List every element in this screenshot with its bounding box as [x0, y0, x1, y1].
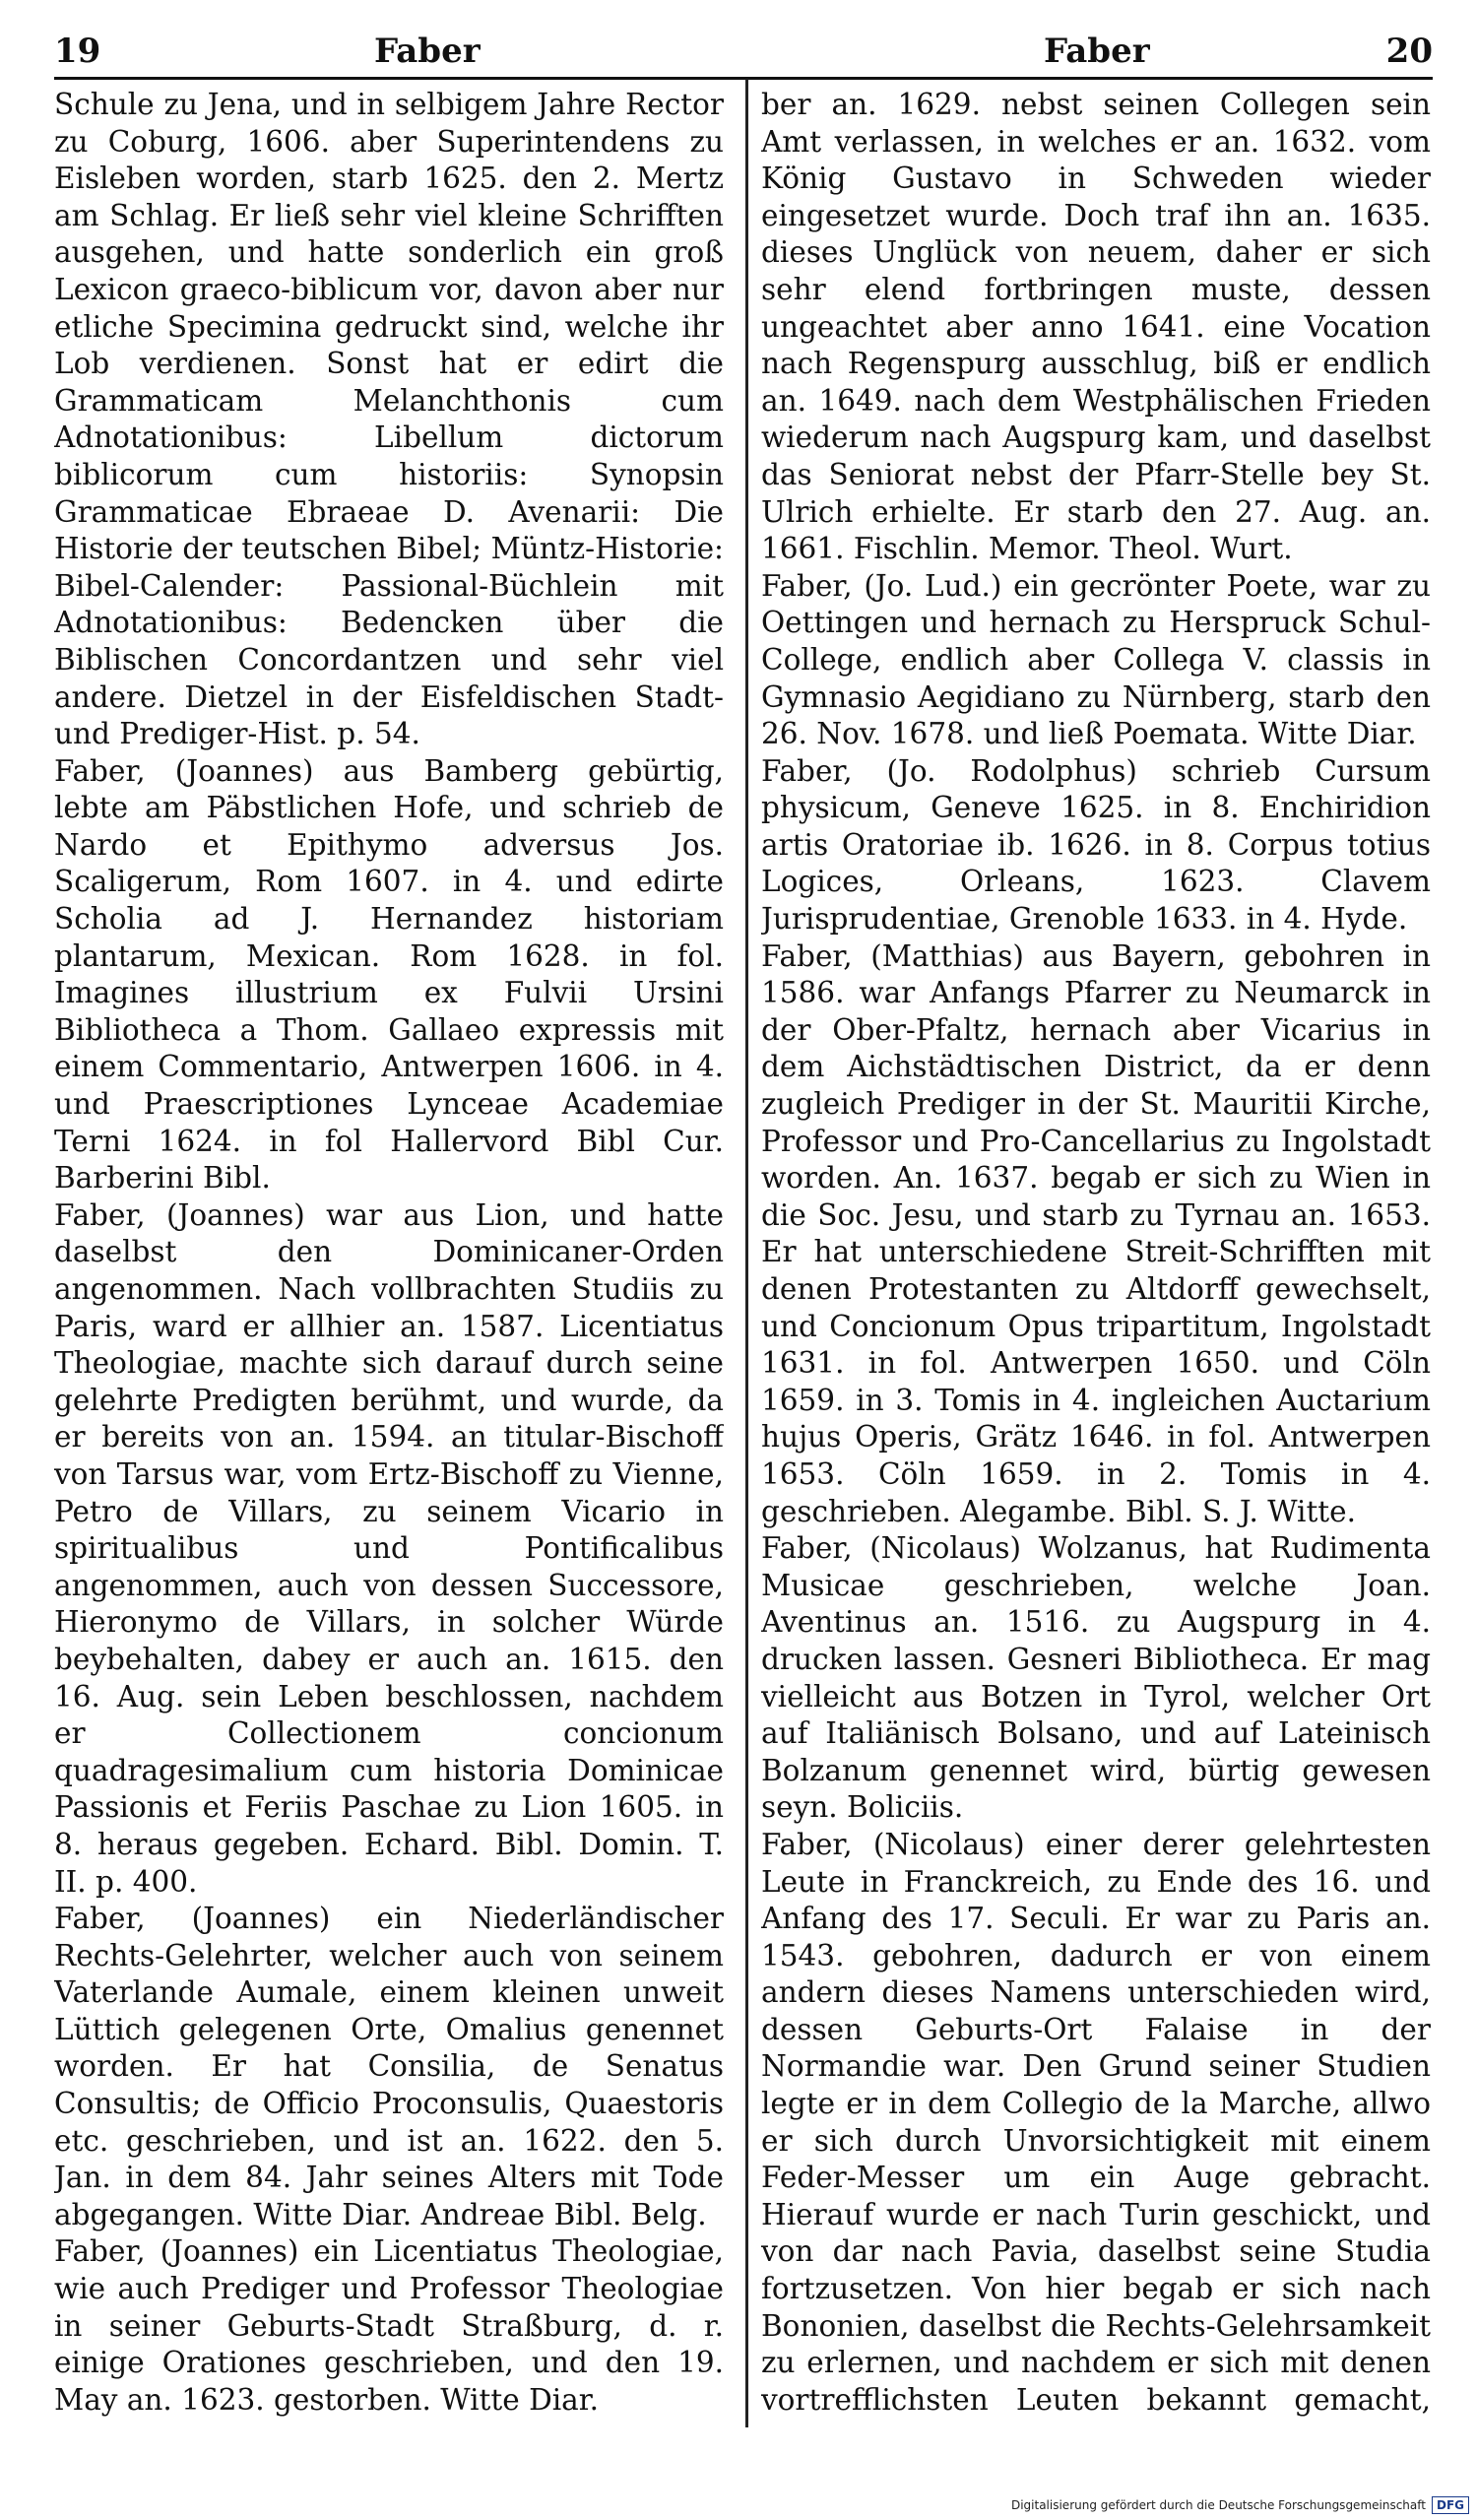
entry-paragraph: Faber, (Nicolaus) Wolzanus, hat Rudimenta Musicae geschrieben, welche Joan. Aventinus an. 1516. zu Augspurg in 4. drucken lassen. Gesneri Bibliotheca. Er mag vielleicht aus Botzen in Tyrol, welcher Ort auf Italiänisch Bolsano, und auf Lateinisch Bolzanum genennet wird, bürtig gewesen seyn. Boliciis. [761, 1531, 1431, 1825]
entry-paragraph: Faber, (Joannes) war aus Lion, und hatte daselbst den Dominicaner-Orden angenommen. Nach vollbrachten Studiis zu Paris, ward er allhier an. 1587. Licentiatus Theologiae, machte sich darauf durch seine gelehrte Predigten berühmt, und wurde, da er bereits von an. 1594. an titular-Bischoff von Tarsus war, vom Ertz-Bischoff zu Vienne, Petro de Villars, zu seinem Vicario in spiritualibus und Pontificalibus angenommen, auch von dessen Successore, Hieronymo de Villars, in solcher Würde beybehalten, dabey er auch an. 1615. den 16. Aug. sein Leben beschlossen, nachdem er Collectionem concionum quadragesimalium cum historia Dominicae Passionis et Feriis Paschae zu Lion 1605. in 8. heraus gegeben. Echard. Bibl. Domin. T. II. p. 400. [54, 1197, 724, 1899]
right-column [761, 87, 1431, 2421]
entry-paragraph: Faber, (Joannes) ein Licentiatus Theologiae, wie auch Prediger und Professor Theologiae in seiner Geburts-Stadt Straßburg, d. r. einige Orationes geschrieben, und den 19. May an. 1623. gestorben. Witte Diar. [54, 2234, 724, 2417]
left-column [54, 87, 724, 2421]
digitization-credit [1011, 2496, 1469, 2514]
page-number-left: 19 [54, 32, 101, 71]
entry-paragraph: Faber, (Joannes) ein Niederländischer Rechts-Gelehrter, welcher auch von seinem Vaterlande Aumale, einem kleinen unweit Lüttich gelegenen Orte, Omalius genennet worden. Er hat Consilia, de Senatus Consultis; de Officio Proconsulis, Quaestoris etc. geschrieben, und ist an. 1622. den 5. Jan. in dem 84. Jahr seines Alters mit Tode abgegangen. Witte Diar. Andreae Bibl. Belg. [54, 1902, 724, 2231]
entry-paragraph [54, 2419, 724, 2421]
entry-paragraph: Schule zu Jena, und in selbigem Jahre Rector zu Coburg, 1606. aber Superintendens zu Eisleben worden, starb 1625. den 2. Mertz am Schlag. Er ließ sehr viel kleine Schrifften ausgehen, und hatte sonderlich ein groß Lexicon graeco-biblicum vor, davon aber nur etliche Specimina gedruckt sind, welche ihr Lob verdienen. Sonst hat er edirt die Grammaticam Melanchthonis cum Adnotationibus: Libellum dictorum biblicorum cum historiis: Synopsin Grammaticae Ebraeae D. Avenarii: Die Historie der teutschen Bibel; Müntz-Historie: Bibel-Calender: Passional-Büchlein mit Adnotationibus: Bedencken über die Biblischen Concordantzen und sehr viel andere. Dietzel in der Eisfeldischen Stadt- und Prediger-Hist. p. 54. [54, 88, 724, 751]
header-rule [54, 77, 1433, 80]
entry-paragraph: Faber, (Matthias) aus Bayern, gebohren in 1586. war Anfangs Pfarrer zu Neumarck in der Ober-Pfaltz, hernach aber Vicarius in dem Aichstädtischen District, da er denn zugleich Prediger in der St. Mauritii Kirche, Professor und Pro-Cancellarius zu Ingolstadt worden. An. 1637. begab er sich zu Wien in die Soc. Jesu, und starb zu Tyrnau an. 1653. Er hat unterschiedene Streit-Schrifften mit denen Protestanten zu Altdorff gewechselt, und Concionum Opus tripartitum, Ingolstadt 1631. in fol. Antwerpen 1650. und Cöln 1659. in 3. Tomis in 4. ingleichen Auctarium hujus Operis, Grätz 1646. in fol. Antwerpen 1653. Cöln 1659. in 2. Tomis in 4. geschrieben. Alegambe. Bibl. S. J. Witte. [761, 938, 1431, 1528]
entry-paragraph: Faber, (Jo. Lud.) ein gecrönter Poete, war zu Oettingen und hernach zu Herspruck Schul-College, endlich aber Collega V. classis in Gymnasio Aegidiano zu Nürnberg, starb den 26. Nov. 1678. und ließ Poemata. Witte Diar. [761, 568, 1431, 751]
running-header [54, 18, 1433, 77]
entry-paragraph: ber an. 1629. nebst seinen Collegen sein Amt verlassen, in welches er an. 1632. vom König Gustavo in Schweden wieder eingesetzet wurde. Doch traf ihn an. 1635. dieses Unglück von neuem, daher er sich sehr elend fortbringen muste, dessen ungeachtet aber anno 1641. eine Vocation nach Regenspurg ausschlug, biß er endlich an. 1649. nach dem Westphälischen Frieden wiederum nach Augspurg kam, und daselbst das Seniorat nebst der Pfarr-Stelle bey St. Ulrich erhielte. Er starb den 27. Aug. an. 1661. Fischlin. Memor. Theol. Wurt. [761, 88, 1431, 566]
entry-paragraph: Faber, (Nicolaus) einer derer gelehrtesten Leute in Franckreich, zu Ende des 16. und Anfang des 17. Seculi. Er war zu Paris an. 1543. gebohren, dadurch er von einem andern dieses Namens unterschieden wird, dessen Geburts-Ort Falaise in der Normandie war. Den Grund seiner Studien legte er in dem Collegio de la Marche, allwo er sich durch Unvorsichtigkeit mit einem Feder-Messer um ein Auge gebracht. Hierauf wurde er nach Turin geschickt, und von dar nach Pavia, daselbst seine Studia fortzusetzen. Von hier begab er sich nach Bononien, daselbst die Rechts-Gelehrsamkeit zu erlernen, und nachdem er sich mit denen vortrefflichsten Leuten bekannt gemacht, [761, 1827, 1431, 2417]
running-head-left: Faber [374, 32, 481, 71]
entry-paragraph: Faber, (Jo. Rodolphus) schrieb Cursum physicum, Geneve 1625. in 8. Enchiridion artis Oratoriae ib. 1626. in 8. Corpus totius Logices, Orleans, 1623. Clavem Jurisprudentiae, Grenoble 1633. in 4. Hyde. [761, 753, 1431, 937]
page-number-right: 20 [1385, 32, 1433, 71]
dfg-logo: DFG [1432, 2496, 1469, 2514]
entry-paragraph: Faber, (Joannes) aus Bamberg gebürtig, lebte am Päbstlichen Hofe, und schrieb de Nardo et Epithymo adversus Jos. Scaligerum, Rom 1607. in 4. und edirte Scholia ad J. Hernandez historiam plantarum, Mexican. Rom 1628. in fol. Imagines illustrium ex Fulvii Ursini Bibliotheca a Thom. Gallaeo expressis mit einem Commentario, Antwerpen 1606. in 4. und Praescriptiones Lynceae Academiae Terni 1624. in fol Hallervord Bibl Cur. Barberini Bibl. [54, 753, 724, 1195]
running-head-right: Faber [1044, 32, 1150, 71]
credit-text: Digitalisierung gefördert durch die Deutsche Forschungsgemeinschaft [1010, 2498, 1426, 2512]
column-divider [745, 79, 748, 2427]
book-page [54, 0, 1433, 2520]
